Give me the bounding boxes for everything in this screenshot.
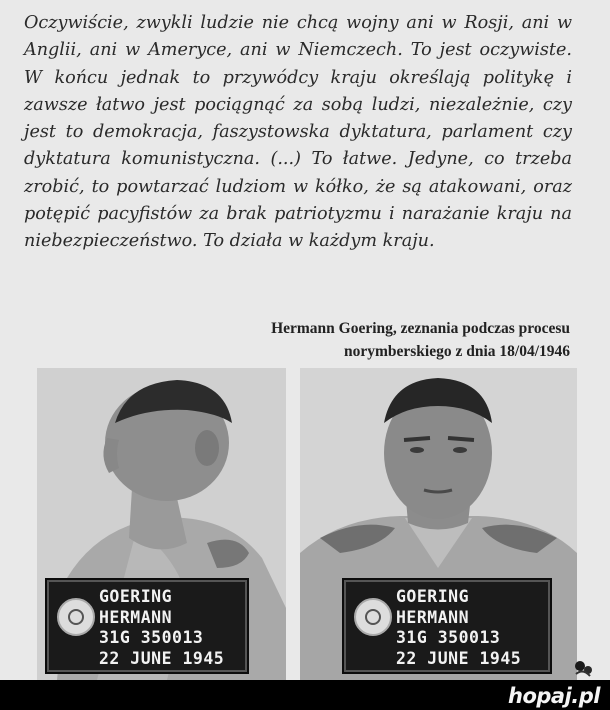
mugshot-front-photo <box>300 368 577 680</box>
attribution-line-1: Hermann Goering, zeznania podczas procesu <box>271 320 570 337</box>
footer-bar <box>0 680 610 710</box>
attribution-line-2: norymberskiego z dnia 18/04/1946 <box>343 343 570 360</box>
logo-mark-icon <box>572 658 594 680</box>
plate-surname: GOERING <box>396 587 470 606</box>
plate-date: 22 JUNE 1945 <box>396 648 522 668</box>
quote-attribution <box>150 317 570 363</box>
plate-date: 22 JUNE 1945 <box>99 648 225 668</box>
plate-number: 31G 350013 <box>396 628 501 647</box>
plate-number: 31G 350013 <box>99 628 204 647</box>
plate-given-name: HERMANN <box>99 607 173 627</box>
name-plate-profile <box>45 578 249 674</box>
mugshot-profile-photo <box>37 368 286 680</box>
us-army-seal-icon <box>354 598 392 636</box>
us-army-seal-icon <box>57 598 95 636</box>
plate-surname: GOERING <box>99 587 173 606</box>
plate-given-name: HERMANN <box>396 607 470 627</box>
name-plate-front <box>342 578 552 674</box>
quote-text: Oczywiście, zwykli ludzie nie chcą wojny ani w Rosji, ani w Anglii, ani w Ameryce, ani w Niemczech. To jest oczywiste. W końcu jednak to przywódcy kraju określają politykę i zawsze łatwo jest pociągnąć za sobą ludzi, niezależnie, czy jest to demokracja, faszystowska dyktatura, parlament czy dyktatura komunistyczna. (...) To łatwe. Jedyne, co trzeba zrobić, to powtarzać ludziom w kółko, że są atakowani, oraz potępić pacyfistów za brak patriotyzmu i narażanie kraju na niebezpieczeństwo. To działa w każdym kraju. <box>24 13 572 252</box>
site-logo-link[interactable]: hopaj.pl <box>508 684 600 708</box>
